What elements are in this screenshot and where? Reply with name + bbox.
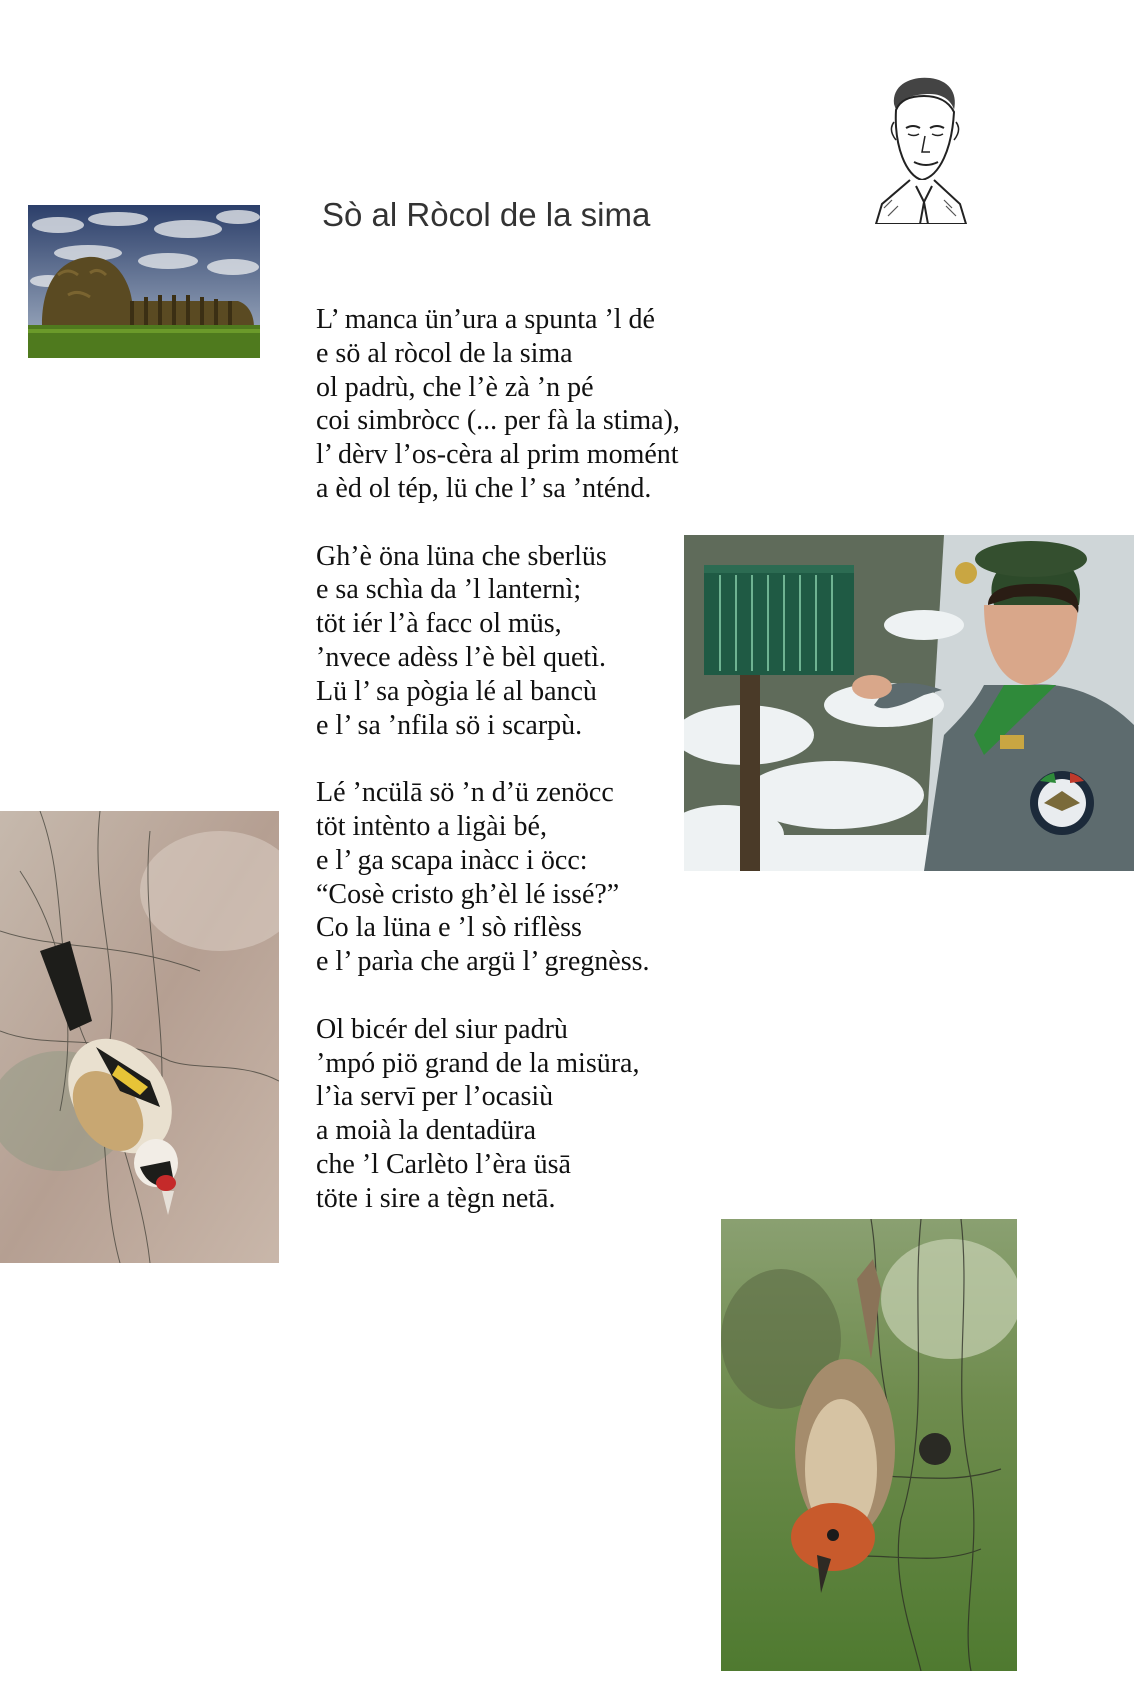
poem-stanza <box>316 303 736 506</box>
poem-line: ’nvece adèss l’è bèl quetì. <box>316 641 606 673</box>
poem-line: coi simbròcc (... per fà la stima), <box>316 405 680 437</box>
poem-line: a moià la dentadüra <box>316 1115 537 1147</box>
poem-line: e l’ ga scapa inàcc i öcc: <box>316 844 588 876</box>
poem-line: e sö al ròcol de la sima <box>316 337 573 369</box>
poem-line: e sa schìa da ’l lanternì; <box>316 574 582 606</box>
poem-line: Lü l’ sa pògia lé al bancù <box>316 675 597 707</box>
poem-line: töt intènto a ligài bé, <box>316 810 547 842</box>
poem-line: Gh’è öna lüna che sberlüs <box>316 540 607 572</box>
poem-line: L’ manca ün’ura a spunta ’l dé <box>316 304 655 335</box>
poem-line: e l’ parìa che argü l’ gregnèss. <box>316 946 650 978</box>
poem-line: e l’ sa ’nfila sö i scarpù. <box>316 709 583 741</box>
poem-line: ’mpó piö grand de la misüra, <box>316 1047 640 1079</box>
poem-body <box>316 303 736 1249</box>
poem-stanza <box>316 540 736 743</box>
forest-ranger-photo <box>684 535 1134 871</box>
poem-line: Lé ’ncülā sö ’n d’ü zenöcc <box>316 777 614 809</box>
author-portrait-sketch <box>872 76 970 224</box>
rocol-building-photo <box>28 205 260 358</box>
poem-line: “Cosè cristo gh’èl lé issé?” <box>316 878 620 910</box>
poem-line: Co la lüna e ’l sò riflèss <box>316 912 582 944</box>
goldfinch-in-net-photo <box>0 811 279 1263</box>
poem-line: che ’l Carlèto l’èra üsā <box>316 1148 571 1180</box>
poem-stanza <box>316 776 736 979</box>
poem-stanza <box>316 1013 736 1216</box>
poem-line: Ol bicér del siur padrù <box>316 1013 568 1045</box>
poem-line: töt iér l’à facc ol müs, <box>316 608 562 640</box>
poem-line: ol padrù, che l’è zà ’n pé <box>316 371 594 403</box>
poem-line: l’ dèrv l’os-cèra al prim momént <box>316 439 679 471</box>
poem-title: Sò al Ròcol de la sima <box>322 196 651 233</box>
poem-line: töte i sire a tègn netā. <box>316 1182 556 1214</box>
poem-line: l’ìa servī per l’ocasiù <box>316 1081 554 1113</box>
poem-line: a èd ol tép, lü che l’ sa ’nténd. <box>316 472 652 504</box>
robin-in-net-photo <box>721 1219 1017 1671</box>
